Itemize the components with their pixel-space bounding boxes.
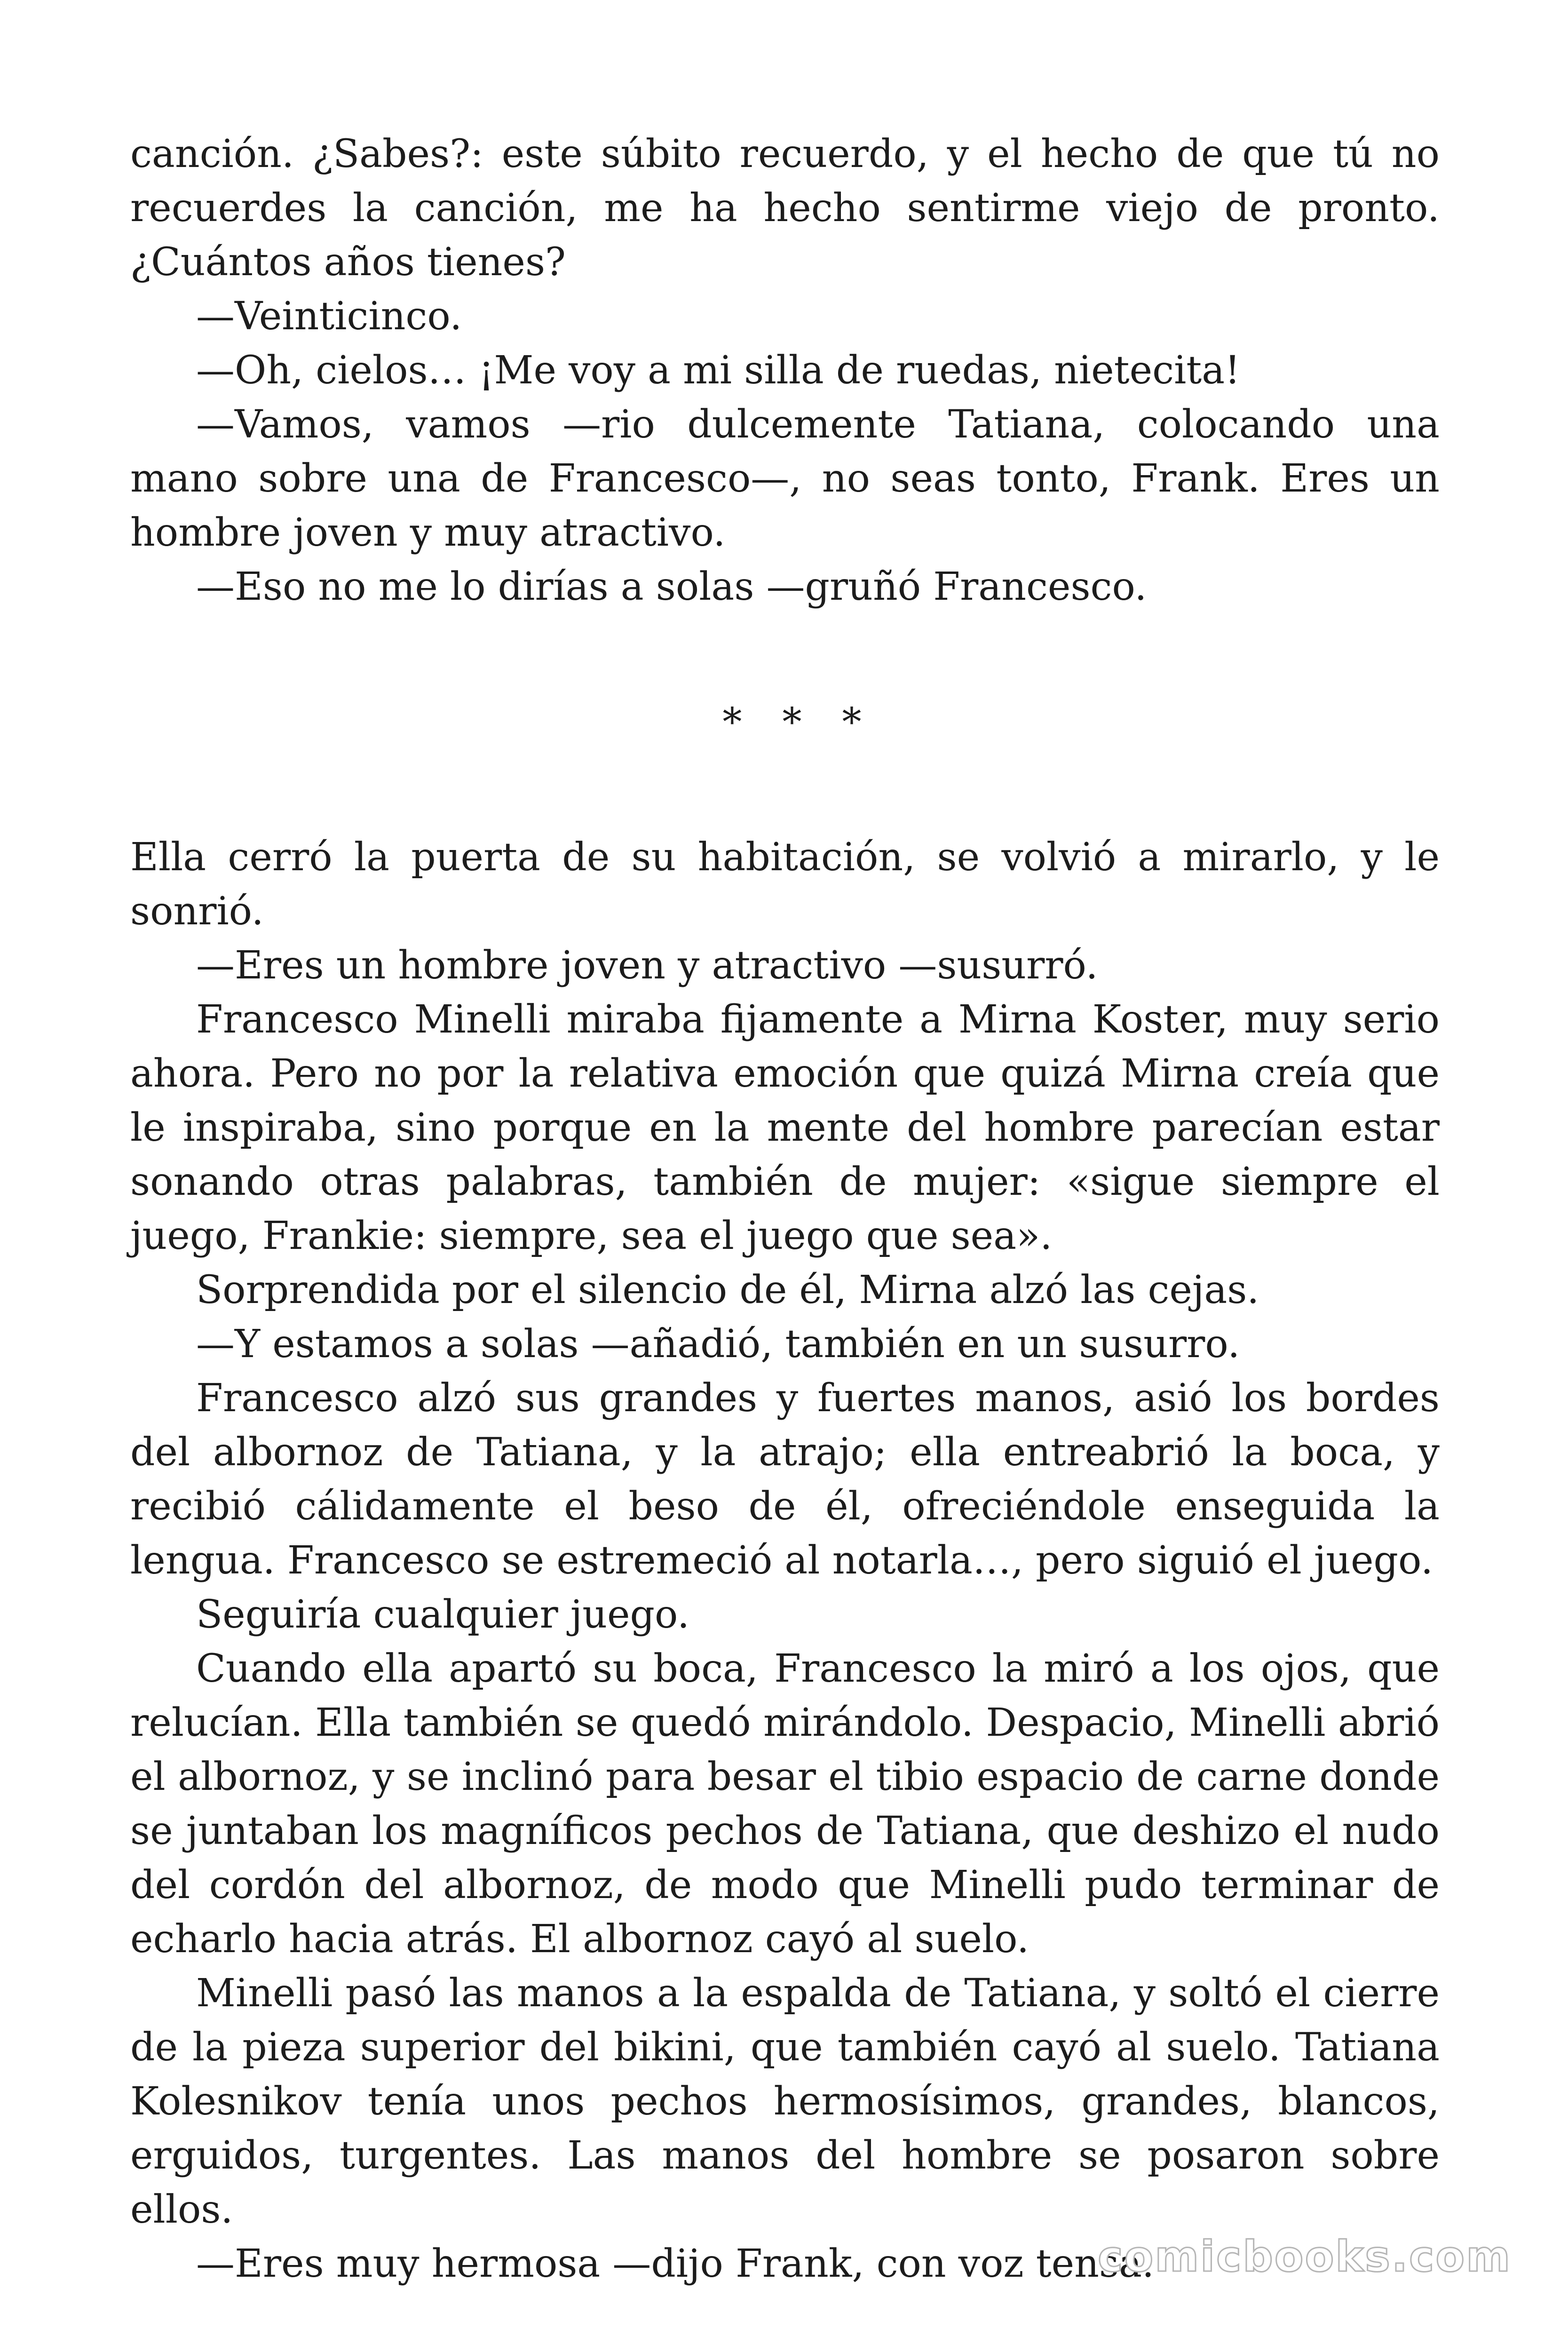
paragraph: Seguiría cualquier juego. — [196, 1592, 690, 1637]
text-block-after-break — [130, 830, 1440, 2291]
paragraph: —Vamos, vamos —rio dulcemente Tatiana, colocando una mano sobre una de Francesco—, no seas tonto, Frank. Eres un hombre joven y muy atractivo. — [130, 402, 1440, 555]
paragraph: —Eso no me lo dirías a solas —gruñó Francesco. — [196, 564, 1147, 609]
paragraph: Sorprendida por el silencio de él, Mirna alzó las cejas. — [196, 1268, 1259, 1312]
paragraph: —Veinticinco. — [196, 294, 462, 339]
paragraph: —Eres muy hermosa —dijo Frank, con voz tensa. — [196, 2241, 1155, 2286]
paragraph: —Y estamos a solas —añadió, también en un susurro. — [196, 1322, 1240, 1367]
scene-break-separator: * * * — [722, 699, 876, 745]
paragraph: —Oh, cielos… ¡Me voy a mi silla de ruedas, nietecita! — [196, 348, 1241, 393]
paragraph: Ella cerró la puerta de su habitación, se volvió a mirarlo, y le sonrió. — [130, 835, 1440, 934]
paragraph: Francesco Minelli miraba fijamente a Mirna Koster, muy serio ahora. Pero no por la relativa emoción que quizá Mirna creía que le inspiraba, sino porque en la mente del hombre parecían estar sonando otras palabras, también de mujer: «sigue siempre el juego, Frankie: siempre, sea el juego que sea». — [130, 997, 1440, 1258]
paragraph: canción. ¿Sabes?: este súbito recuerdo, y el hecho de que tú no recuerdes la canción, me ha hecho sentirme viejo de pronto. ¿Cuántos años tienes? — [130, 132, 1440, 285]
paragraph: Minelli pasó las manos a la espalda de Tatiana, y soltó el cierre de la pieza superior del bikini, que también cayó al suelo. Tatiana Kolesnikov tenía unos pechos hermosísimos, grandes, blancos, erguidos, turgentes. Las manos del hombre se posaron sobre ellos. — [130, 1971, 1440, 2232]
paragraph: —Eres un hombre joven y atractivo —susurró. — [196, 943, 1098, 988]
text-block-before-break — [130, 127, 1440, 614]
watermark-logo: comicbooks.com — [1098, 2232, 1512, 2281]
book-page — [130, 127, 1440, 2291]
paragraph: Cuando ella apartó su boca, Francesco la miró a los ojos, que relucían. Ella también se quedó mirándolo. Despacio, Minelli abrió el albornoz, y se inclinó para besar el tibio espacio de carne donde se juntaban los magníficos pechos de Tatiana, que deshizo el nudo del cordón del albornoz, de modo que Minelli pudo terminar de echarlo hacia atrás. El albornoz cayó al suelo. — [130, 1646, 1440, 1962]
paragraph: Francesco alzó sus grandes y fuertes manos, asió los bordes del albornoz de Tatiana, y la atrajo; ella entreabrió la boca, y recibió cálidamente el beso de él, ofreciéndole enseguida la lengua. Francesco se estremeció al notarla…, pero siguió el juego. — [130, 1376, 1440, 1583]
